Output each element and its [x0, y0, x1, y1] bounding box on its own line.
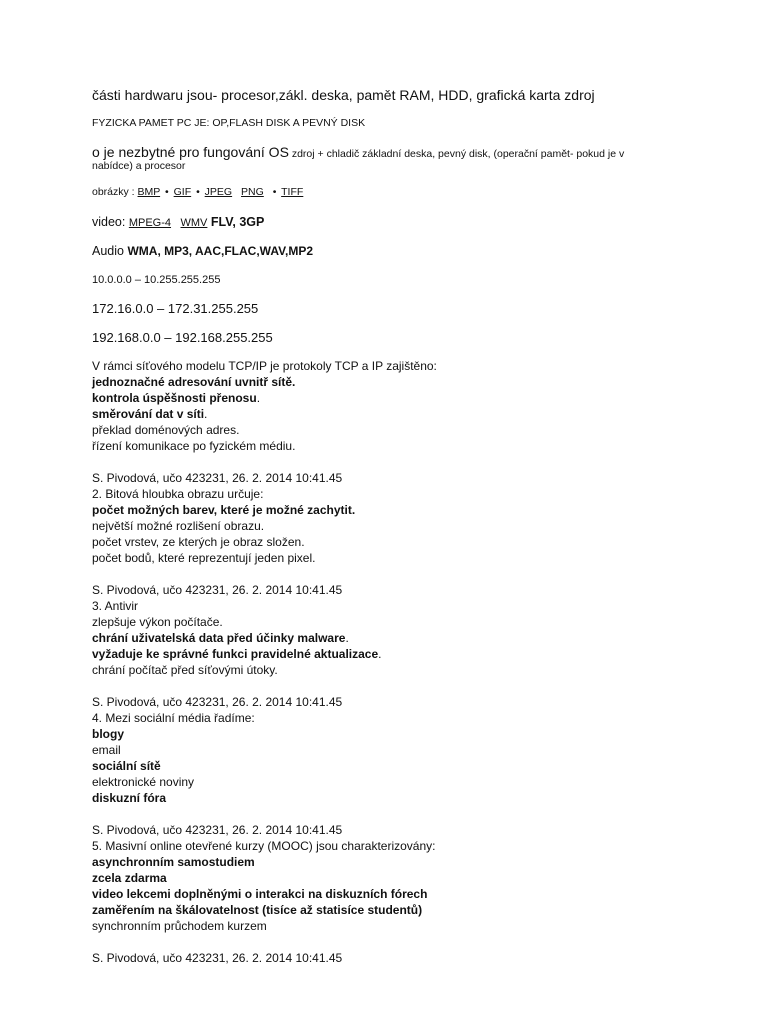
q4-answer-5: diskuzní fóra	[92, 791, 167, 805]
footer-author: S. Pivodová, učo 423231, 26. 2. 2014 10:41.45	[92, 951, 343, 965]
audio-bold-formats: WMA, MP3, AAC,FLAC,WAV,MP2	[127, 244, 314, 258]
video-label: video:	[92, 215, 129, 229]
q1-answer-2-end: .	[256, 391, 261, 405]
q2-answer-4: počet bodů, které reprezentují jeden pixel.	[92, 551, 316, 565]
q3-answer-2-end: .	[345, 631, 349, 645]
q5-author: S. Pivodová, učo 423231, 26. 2. 2014 10:41.45	[92, 823, 343, 837]
ip-range-3: 192.168.0.0 – 192.168.255.255	[92, 330, 273, 345]
q4-question: 4. Mezi sociální média řadíme:	[92, 711, 255, 725]
q2-answer-2: největší možné rozlišení obrazu.	[92, 519, 265, 533]
audio-formats-line	[92, 244, 313, 259]
q5-answer-2: zcela zdarma	[92, 871, 167, 885]
q3-answer-3-end: .	[378, 647, 382, 661]
os-continuation-text: nabídce) a procesor	[92, 160, 186, 172]
video-bold-formats: FLV, 3GP	[207, 215, 265, 229]
q3-answer-3: vyžaduje ke správné funkci pravidelné aktualizace	[92, 647, 379, 661]
q3-answer-3-line	[92, 647, 381, 661]
q3-answer-4: chrání počítač před síťovými útoky.	[92, 663, 278, 677]
q4-answer-1: blogy	[92, 727, 124, 741]
ip-range-2: 172.16.0.0 – 172.31.255.255	[92, 301, 259, 316]
q2-author: S. Pivodová, učo 423231, 26. 2. 2014 10:41.45	[92, 471, 343, 485]
bmp-link[interactable]: BMP	[137, 186, 161, 198]
q1-answer-3: směrování dat v síti	[92, 407, 205, 421]
q3-question: 3. Antivir	[92, 599, 139, 613]
q1-answer-3-line	[92, 407, 207, 421]
os-lead-text: o je nezbytné pro fungování OS	[92, 144, 289, 160]
q3-answer-1: zlepšuje výkon počítače.	[92, 615, 223, 629]
q4-author: S. Pivodová, učo 423231, 26. 2. 2014 10:41.45	[92, 695, 343, 709]
wmv-link[interactable]: WMV	[180, 217, 208, 229]
q1-answer-4: překlad doménových adres.	[92, 423, 240, 437]
tiff-link[interactable]: TIFF	[281, 186, 304, 198]
gif-link[interactable]: GIF	[173, 186, 192, 198]
os-rest-text: zdroj + chladič základní deska, pevný disk, (operační pamět- pokud je v	[288, 148, 625, 160]
physical-memory-line: FYZICKA PAMET PC JE: OP,FLASH DISK A PEVNÝ DISK	[92, 117, 366, 129]
bullet-separator: •	[196, 186, 200, 198]
q1-question: V rámci síťového modelu TCP/IP je protokoly TCP a IP zajištěno:	[92, 359, 437, 373]
png-link[interactable]: PNG	[241, 186, 264, 198]
q3-answer-2: chrání uživatelská data před účinky malware	[92, 631, 346, 645]
jpeg-link[interactable]: JPEG	[204, 186, 233, 198]
q2-answer-3: počet vrstev, ze kterých je obraz složen.	[92, 535, 305, 549]
q1-answer-1: jednoznačné adresování uvnitř sítě.	[92, 375, 296, 389]
q5-answer-1: asynchronním samostudiem	[92, 855, 255, 869]
hardware-parts-line: části hardwaru jsou- procesor,zákl. deska, pamět RAM, HDD, grafická karta zdroj	[92, 87, 595, 103]
image-formats-label: obrázky :	[92, 186, 138, 198]
q1-answer-2: kontrola úspěšnosti přenosu	[92, 391, 257, 405]
q4-answer-4: elektronické noviny	[92, 775, 195, 789]
q5-question: 5. Masivní online otevřené kurzy (MOOC) jsou charakterizovány:	[92, 839, 436, 853]
bullet-separator: •	[165, 186, 169, 198]
q1-answer-2-line	[92, 391, 260, 405]
q2-answer-1: počet možných barev, které je možné zachytit.	[92, 503, 356, 517]
audio-label: Audio	[92, 244, 128, 258]
q5-answer-5: synchronním průchodem kurzem	[92, 919, 267, 933]
q3-answer-2-line	[92, 631, 349, 645]
q5-answer-4: zaměřením na škálovatelnost (tisíce až statisíce studentů)	[92, 903, 423, 917]
ip-range-1: 10.0.0.0 – 10.255.255.255	[92, 274, 221, 286]
q1-answer-3-end: .	[204, 407, 208, 421]
q4-answer-2: email	[92, 743, 121, 757]
image-formats-line	[92, 186, 303, 199]
q2-question: 2. Bitová hloubka obrazu určuje:	[92, 487, 264, 501]
video-formats-line	[92, 215, 264, 230]
q3-author: S. Pivodová, učo 423231, 26. 2. 2014 10:41.45	[92, 583, 343, 597]
q5-answer-3: video lekcemi doplněnými o interakci na diskuzních fórech	[92, 887, 428, 901]
q1-answer-5: řízení komunikace po fyzickém médiu.	[92, 439, 296, 453]
mpeg4-link[interactable]: MPEG-4	[128, 217, 172, 229]
bullet-separator: •	[272, 186, 277, 198]
q4-answer-3: sociální sítě	[92, 759, 161, 773]
